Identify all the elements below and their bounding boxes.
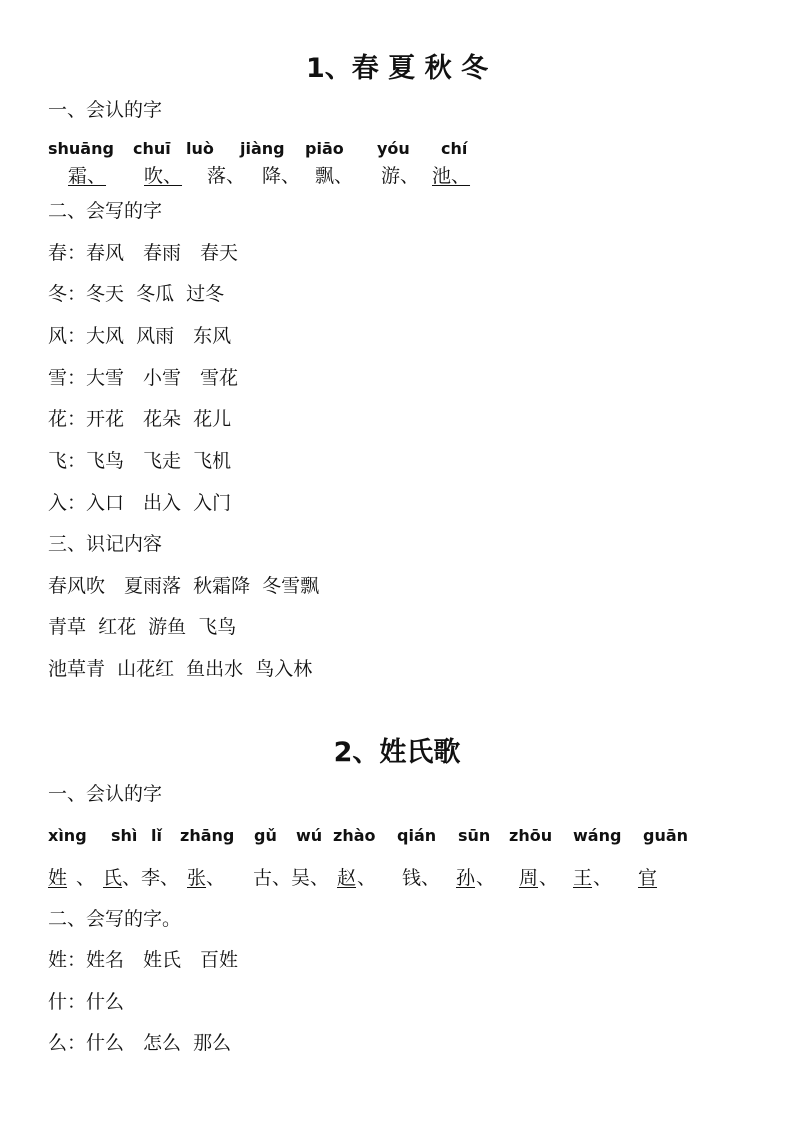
lesson2-section1-heading: 一、会认的字 xyxy=(48,783,163,805)
char-luo: 落、 xyxy=(207,165,246,187)
pinyin-wu: wú xyxy=(296,826,323,845)
lesson1-section2-heading: 二、会写的字 xyxy=(48,200,163,222)
pinyin-luo: luò xyxy=(186,139,214,158)
char-zhou: 周 xyxy=(519,867,539,889)
char-shuang: 霜、 xyxy=(68,165,107,187)
pinyin-xing: xìng xyxy=(48,826,87,845)
pinyin-guan: guān xyxy=(643,826,689,845)
write-row: 雪：大雪 小雪 雪花 xyxy=(48,367,239,389)
pinyin-gu: gǔ xyxy=(254,826,277,845)
write-row: 入：入口 出入 入门 xyxy=(48,492,232,514)
recite-line: 池草青 山花红 鱼出水 鸟入林 xyxy=(48,658,313,680)
pinyin-zhao: zhào xyxy=(333,826,376,845)
write-row: 飞：飞鸟 飞走 飞机 xyxy=(48,450,232,472)
write-row: 花：开花 花朵 花儿 xyxy=(48,408,232,430)
lesson1-section3-heading: 三、识记内容 xyxy=(48,533,163,555)
pinyin-shuang: shuāng xyxy=(48,139,114,158)
lesson2-title: 2、姓氏歌 xyxy=(333,737,461,768)
pinyin-sun: sūn xyxy=(458,826,491,845)
char-chi: 池、 xyxy=(432,165,471,187)
pinyin-piao: piāo xyxy=(305,139,344,158)
char-sep: 、 xyxy=(357,867,377,889)
lesson2-section2-heading: 二、会写的字。 xyxy=(48,908,182,930)
write-row: 姓：姓名 姓氏 百姓 xyxy=(48,949,239,971)
char-wang: 王 xyxy=(573,867,593,889)
pinyin-zhang: zhāng xyxy=(180,826,235,845)
char-piao: 飘、 xyxy=(315,165,354,187)
char-gu-wu: 古、吴、 xyxy=(253,867,330,889)
char-sep: 、 xyxy=(76,867,96,889)
recite-line: 春风吹 夏雨落 秋霜降 冬雪飘 xyxy=(48,575,320,597)
pinyin-chui: chuī xyxy=(133,139,171,158)
pinyin-chi: chí xyxy=(441,139,468,158)
lesson1-title: 1、春 夏 秋 冬 xyxy=(306,53,488,84)
pinyin-li: lǐ xyxy=(151,826,162,845)
char-sep: 、 xyxy=(593,867,613,889)
char-shi: 氏 xyxy=(103,867,123,889)
char-chui: 吹、 xyxy=(144,165,183,187)
write-row: 春：春风 春雨 春天 xyxy=(48,242,239,264)
char-xing: 姓 xyxy=(48,867,68,889)
char-li: 、李、 xyxy=(122,867,180,889)
write-row: 么：什么 怎么 那么 xyxy=(48,1032,232,1054)
char-zhang: 张 xyxy=(187,867,207,889)
pinyin-shi: shì xyxy=(111,826,138,845)
pinyin-you: yóu xyxy=(377,139,410,158)
char-zhao: 赵 xyxy=(337,867,357,889)
write-row: 什：什么 xyxy=(48,991,125,1013)
char-sep: 、 xyxy=(206,867,226,889)
char-sep: 、 xyxy=(476,867,496,889)
write-row: 冬：冬天 冬瓜 过冬 xyxy=(48,283,225,305)
pinyin-zhou: zhōu xyxy=(509,826,553,845)
pinyin-wang: wáng xyxy=(573,826,622,845)
pinyin-qian: qián xyxy=(397,826,437,845)
char-sep: 、 xyxy=(539,867,559,889)
char-jiang: 降、 xyxy=(262,165,301,187)
char-guan: 官 xyxy=(638,867,658,889)
lesson1-section1-heading: 一、会认的字 xyxy=(48,99,163,121)
char-qian: 钱、 xyxy=(402,867,441,889)
pinyin-jiang: jiàng xyxy=(240,139,285,158)
write-row: 风：大风 风雨 东风 xyxy=(48,325,232,347)
char-sun: 孙 xyxy=(456,867,476,889)
recite-line: 青草 红花 游鱼 飞鸟 xyxy=(48,616,237,638)
char-you: 游、 xyxy=(381,165,420,187)
